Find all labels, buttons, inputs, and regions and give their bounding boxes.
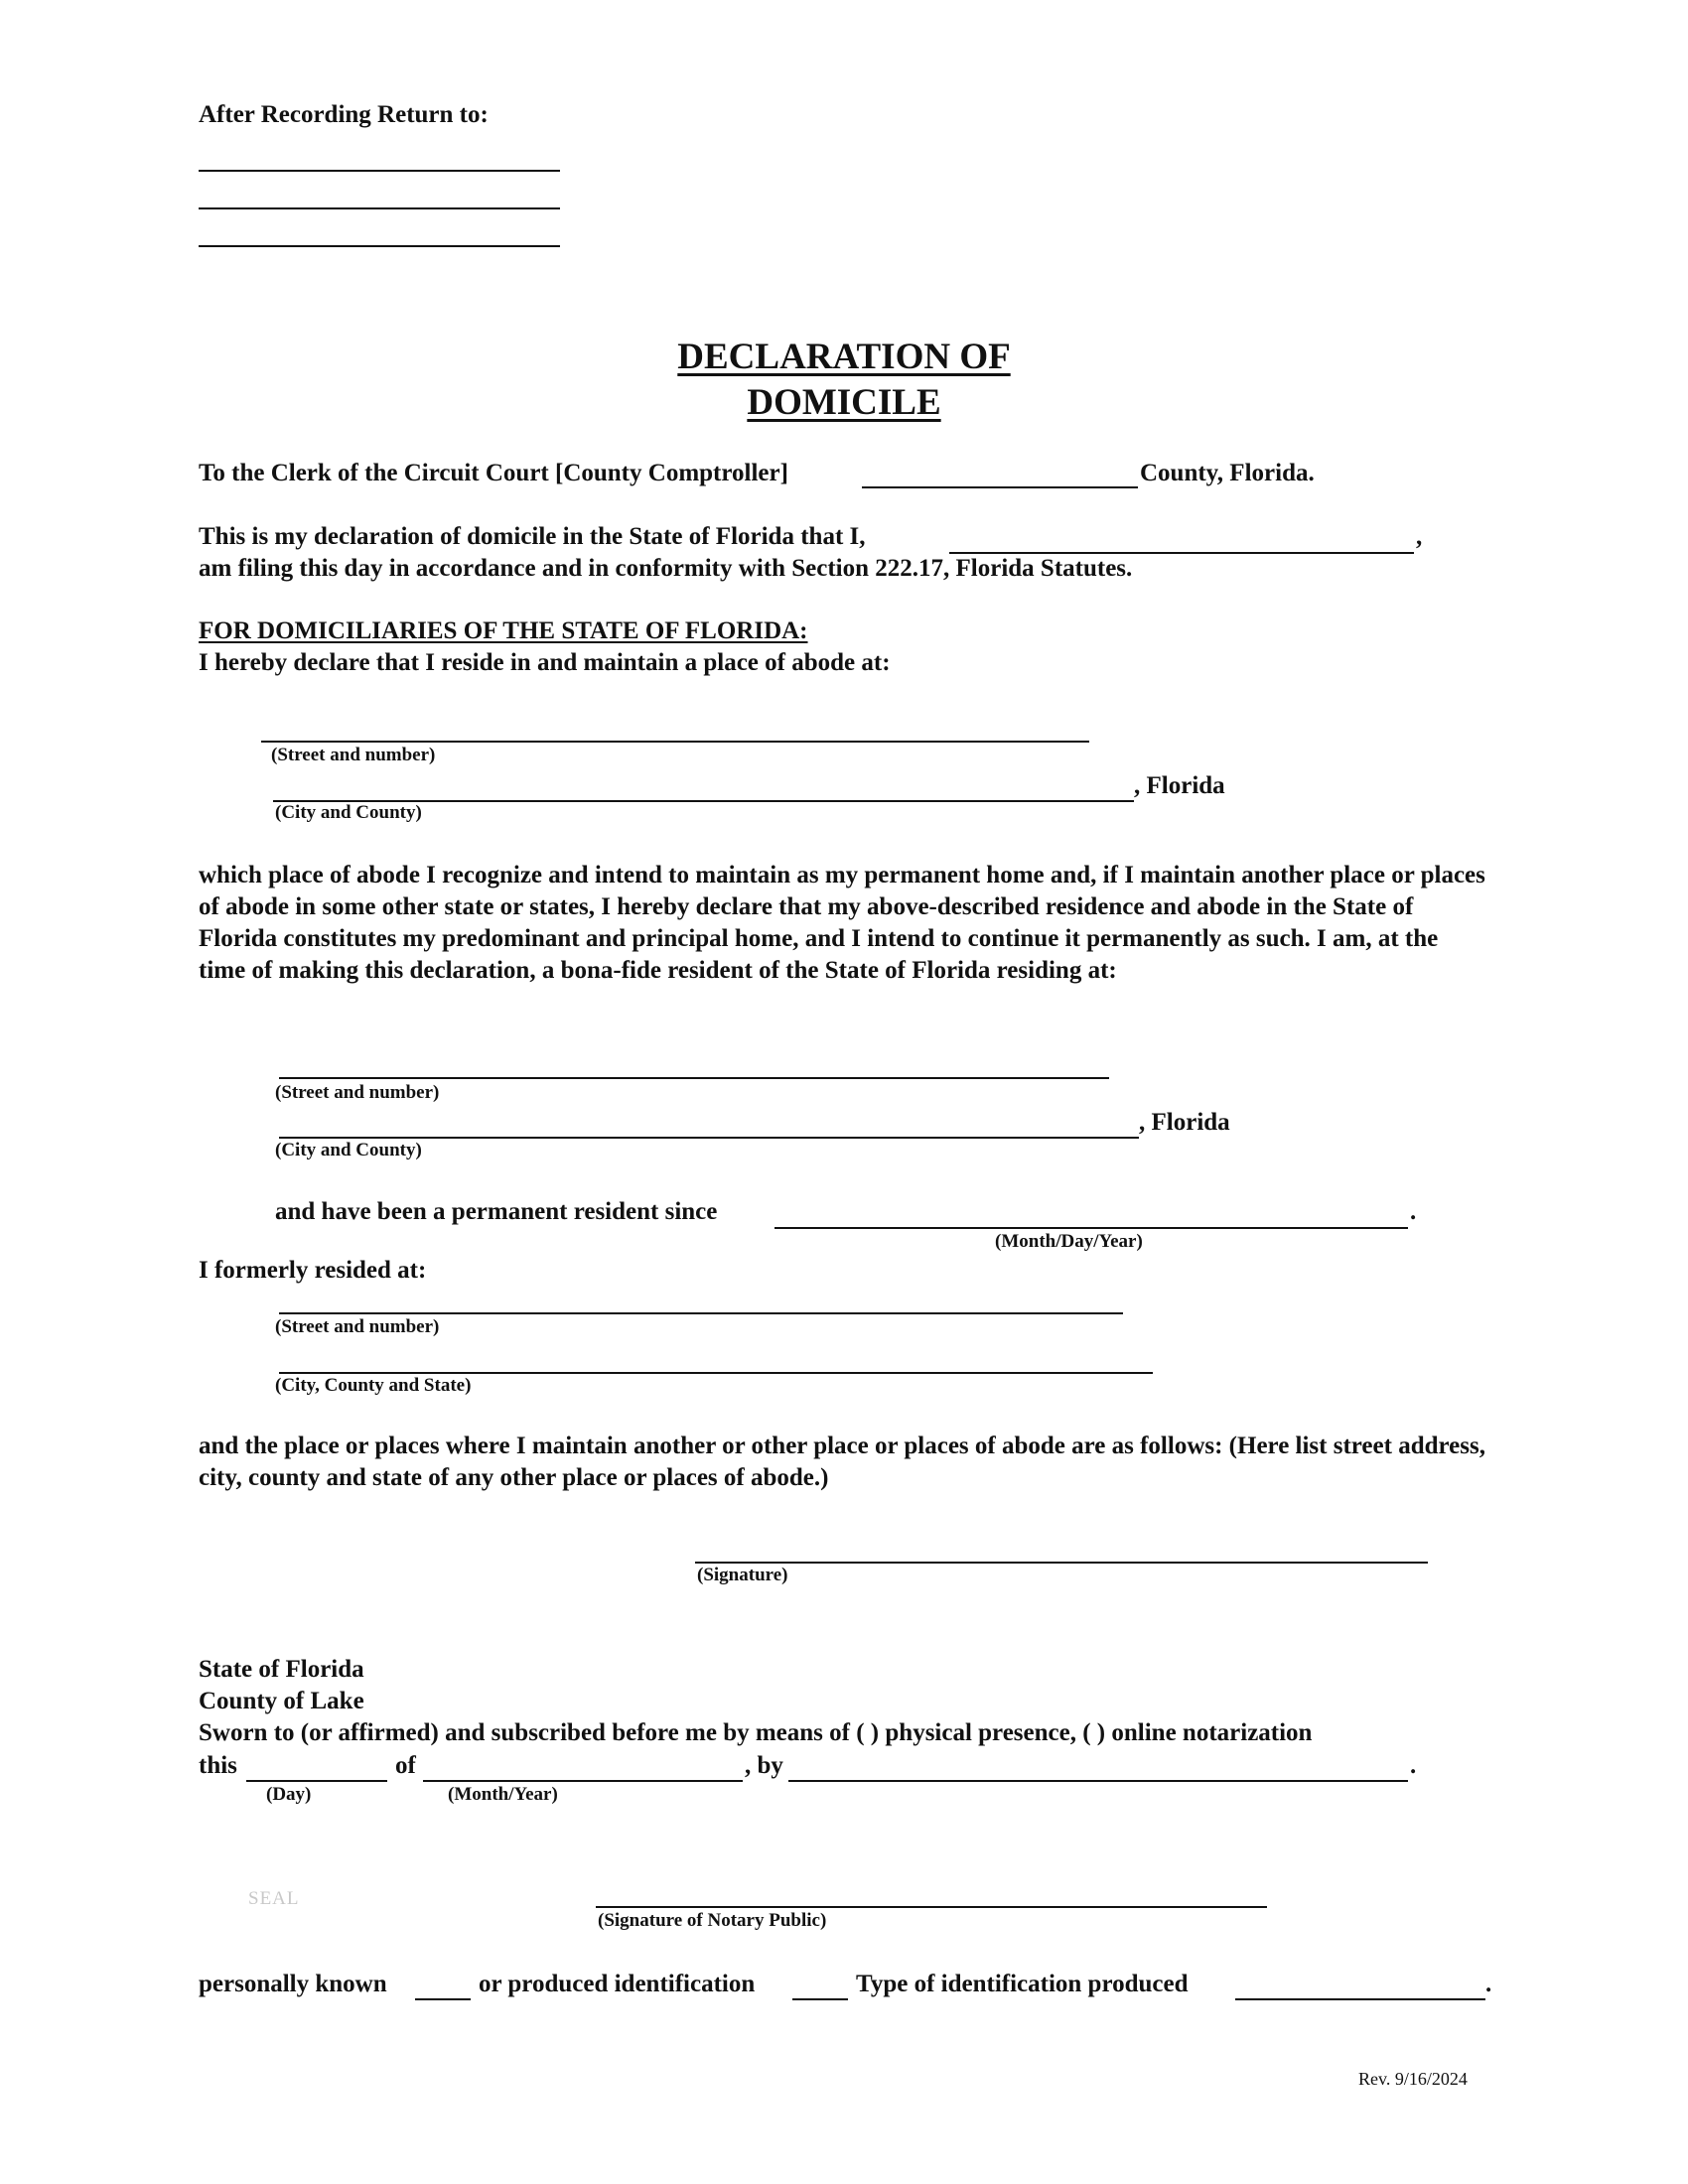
- street-label-2: (Street and number): [275, 1082, 440, 1103]
- city-county-label-1: (City and County): [275, 802, 422, 823]
- month-year-label: (Month/Year): [448, 1784, 558, 1805]
- other-places-paragraph: and the place or places where I maintain another or other place or places of abode are as follows: (Here list street address, city, county and state of any other place or places of abode.): [199, 1433, 1485, 1491]
- notary-seal-placeholder: SEAL: [248, 1888, 300, 1909]
- resident-since-period: .: [1410, 1198, 1417, 1225]
- signature-field[interactable]: [695, 1562, 1428, 1564]
- section-heading: FOR DOMICILIARIES OF THE STATE OF FLORIDA:: [199, 617, 808, 644]
- month-day-year-label: (Month/Day/Year): [995, 1231, 1143, 1252]
- street-field-2[interactable]: [279, 1077, 1109, 1079]
- declaration-comma: ,: [1416, 523, 1423, 550]
- notary-signature-field[interactable]: [596, 1906, 1267, 1908]
- florida-label-1: , Florida: [1134, 772, 1225, 799]
- produced-identification-label: or produced identification: [479, 1971, 756, 1997]
- identification-type-field[interactable]: [1235, 1998, 1485, 2000]
- reside-intro: I hereby declare that I reside in and maintain a place of abode at:: [199, 649, 891, 676]
- revision-date: Rev. 9/16/2024: [1358, 2069, 1468, 2089]
- declarant-name-field[interactable]: [949, 552, 1414, 554]
- clerk-suffix: County, Florida.: [1140, 460, 1315, 486]
- notary-by-label: , by: [745, 1752, 783, 1779]
- intent-paragraph: which place of abode I recognize and intend to maintain as my permanent home and, if I maintain another place or places of abode in some other state or states, I hereby declare that my above-described residence and abode in the State of Florida constitutes my predominant and principal home, and I intend to continue it permanently as such. I am, at the time of making this declaration, a bona-fide resident of the State of Florida residing at:: [199, 862, 1485, 984]
- notary-this-label: this: [199, 1752, 237, 1779]
- street-label-1: (Street and number): [271, 745, 436, 765]
- notary-period: .: [1410, 1752, 1417, 1779]
- notary-by-name-field[interactable]: [788, 1780, 1408, 1782]
- notary-day-field[interactable]: [246, 1780, 387, 1782]
- return-address-line-2[interactable]: [199, 207, 560, 209]
- signature-label: (Signature): [697, 1565, 788, 1585]
- formerly-resided-label: I formerly resided at:: [199, 1257, 427, 1284]
- former-street-label: (Street and number): [275, 1316, 440, 1337]
- former-city-county-state-label: (City, County and State): [275, 1375, 472, 1396]
- former-street-field[interactable]: [279, 1312, 1123, 1314]
- identification-type-label: Type of identification produced: [856, 1971, 1189, 1997]
- declaration-line-1: This is my declaration of domicile in the State of Florida that I,: [199, 523, 866, 550]
- return-to-label: After Recording Return to:: [199, 101, 489, 128]
- county-name-field[interactable]: [862, 486, 1138, 488]
- notary-county: County of Lake: [199, 1688, 364, 1714]
- page-title-line-2: DOMICILE: [747, 382, 941, 423]
- produced-identification-field[interactable]: [792, 1998, 848, 2000]
- day-label: (Day): [266, 1784, 312, 1805]
- personally-known-field[interactable]: [415, 1998, 471, 2000]
- clerk-prefix: To the Clerk of the Circuit Court [County Comptroller]: [199, 460, 788, 486]
- florida-label-2: , Florida: [1139, 1109, 1230, 1136]
- street-field-1[interactable]: [261, 741, 1089, 743]
- notary-month-year-field[interactable]: [423, 1780, 743, 1782]
- city-county-field-2[interactable]: [279, 1137, 1139, 1139]
- return-address-line-3[interactable]: [199, 245, 560, 247]
- notary-state: State of Florida: [199, 1656, 364, 1683]
- resident-since-date-field[interactable]: [774, 1227, 1408, 1229]
- return-address-line-1[interactable]: [199, 170, 560, 172]
- notary-signature-label: (Signature of Notary Public): [598, 1910, 827, 1931]
- notary-of-label: of: [395, 1752, 416, 1779]
- former-city-county-state-field[interactable]: [279, 1372, 1153, 1374]
- page-title-line-1: DECLARATION OF: [677, 337, 1011, 377]
- personally-known-label: personally known: [199, 1971, 387, 1997]
- city-county-label-2: (City and County): [275, 1140, 422, 1160]
- resident-since-label: and have been a permanent resident since: [275, 1198, 718, 1225]
- notary-sworn-text: Sworn to (or affirmed) and subscribed before me by means of ( ) physical presence, ( ) online notarization: [199, 1719, 1313, 1746]
- declaration-line-2: am filing this day in accordance and in conformity with Section 222.17, Florida Statutes.: [199, 555, 1133, 582]
- identification-period: .: [1485, 1971, 1492, 1997]
